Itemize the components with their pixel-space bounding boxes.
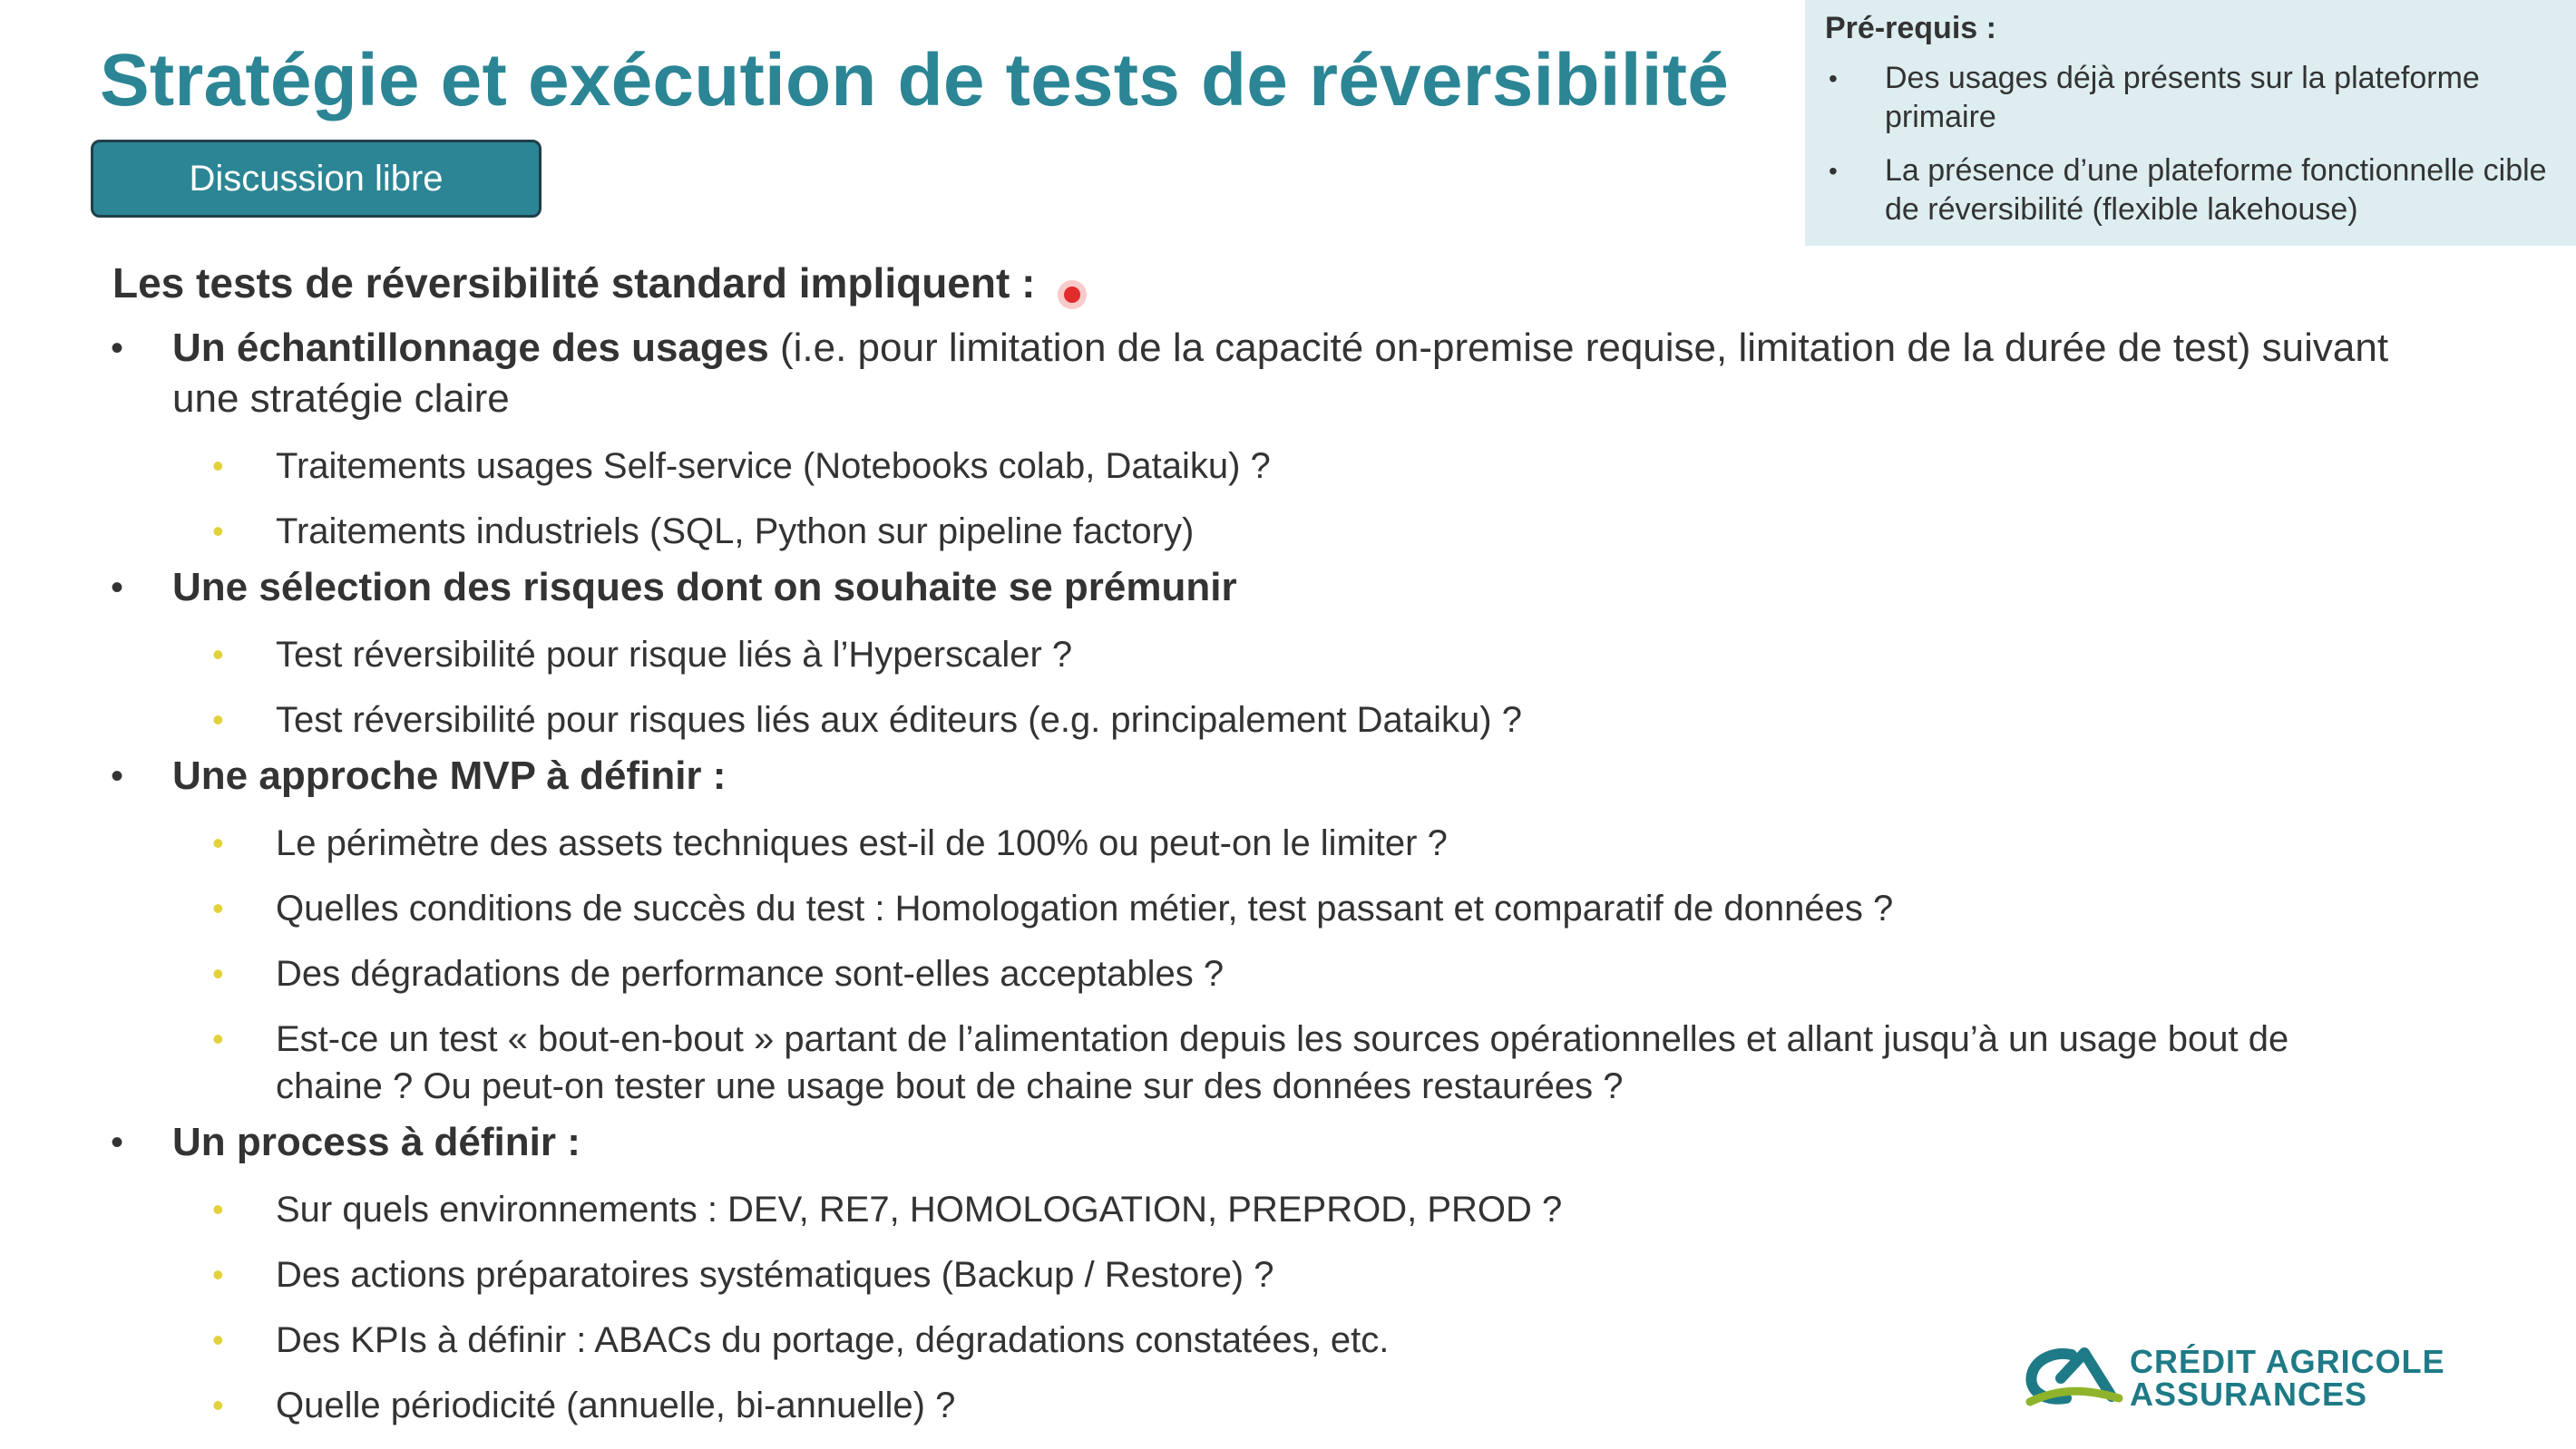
prerequisites-title: Pré-requis :: [1825, 11, 1996, 45]
list-item: [111, 442, 2396, 490]
list-item: [111, 1016, 2396, 1110]
pointer-cursor-icon: [1064, 287, 1080, 303]
section-heading: Une approche MVP à définir :: [172, 754, 727, 798]
prerequisite-item: [1825, 59, 2558, 137]
list-item: [111, 1186, 2396, 1233]
list-item-text: Quelles conditions de succès du test : Homologation métier, test passant et comparatif de données ?: [276, 889, 1894, 929]
list-item-text: Traitements usages Self-service (Notebooks colab, Dataiku) ?: [276, 446, 1271, 486]
bullet-icon: •: [212, 636, 224, 673]
bullet-icon: •: [111, 1123, 124, 1162]
prerequisite-text: La présence d’une plateforme fonctionnelle cible de réversibilité (flexible lakehouse): [1885, 153, 2547, 227]
credit-agricole-logo-icon: [2025, 1342, 2124, 1415]
bullet-icon: •: [111, 568, 124, 608]
bullet-icon: •: [212, 1020, 224, 1057]
bullet-icon: •: [212, 1386, 224, 1424]
list-item-text: Des actions préparatoires systématiques (Backup / Restore) ?: [276, 1255, 1274, 1295]
list-item-text: Des KPIs à définir : ABACs du portage, dégradations constatées, etc.: [276, 1320, 1390, 1360]
bullet-icon: •: [212, 1191, 224, 1228]
section-risks: [111, 562, 2396, 613]
section-heading: Une sélection des risques dont on souhaite se prémunir: [172, 565, 1237, 609]
intro-text: Les tests de réversibilité standard impliquent :: [112, 259, 1036, 306]
list-item: [111, 1251, 2396, 1298]
bullet-icon: •: [212, 701, 224, 738]
list-item: [111, 631, 2396, 678]
section-mvp: [111, 751, 2396, 802]
list-item-text: Sur quels environnements : DEV, RE7, HOMOLOGATION, PREPROD, PROD ?: [276, 1190, 1563, 1230]
list-item-text: Est-ce un test « bout-en-bout » partant de l’alimentation depuis les sources opérationnelles et allant jusqu’à un usage bout de chaine ? Ou peut-on tester une usage bout de chaine sur des données restaurées ?: [276, 1019, 2289, 1106]
section-process: [111, 1117, 2396, 1168]
prerequisite-item: [1825, 151, 2558, 229]
discussion-libre-button[interactable]: Discussion libre: [91, 140, 542, 218]
list-item: [111, 508, 2396, 555]
logo-line-2: ASSURANCES: [2130, 1376, 2368, 1413]
bullet-icon: •: [1829, 157, 1838, 185]
logo-text: [2130, 1343, 2445, 1413]
list-item: [111, 885, 2396, 932]
section-sampling: [111, 323, 2396, 424]
list-item-text: Quelle périodicité (annuelle, bi-annuelle) ?: [276, 1386, 956, 1425]
bullet-icon: •: [212, 1321, 224, 1358]
bullet-icon: •: [212, 955, 224, 992]
list-item: [111, 696, 2396, 744]
slide-title: Stratégie et exécution de tests de réversibilité: [100, 39, 1730, 122]
list-item-text: Le périmètre des assets techniques est-il de 100% ou peut-on le limiter ?: [276, 823, 1448, 863]
bullet-icon: •: [212, 824, 224, 861]
bullet-icon: •: [111, 328, 124, 368]
prerequisite-text: Des usages déjà présents sur la plateforme primaire: [1885, 61, 2480, 134]
bullet-icon: •: [212, 447, 224, 484]
main-content: [111, 252, 2396, 1429]
list-item-text: Test réversibilité pour risques liés aux éditeurs (e.g. principalement Dataiku) ?: [276, 700, 1522, 740]
bullet-icon: •: [212, 512, 224, 549]
bullet-icon: •: [1829, 64, 1838, 92]
list-item: [111, 820, 2396, 867]
credit-agricole-logo: [2025, 1342, 2460, 1415]
prerequisites-box: [1805, 0, 2576, 246]
list-item-text: Traitements industriels (SQL, Python sur pipeline factory): [276, 511, 1195, 551]
bullet-icon: •: [111, 756, 124, 796]
logo-line-1: CRÉDIT AGRICOLE: [2130, 1343, 2445, 1380]
list-item-text: Des dégradations de performance sont-elles acceptables ?: [276, 954, 1225, 994]
section-heading: Un process à définir :: [172, 1120, 581, 1164]
section-heading: Un échantillonnage des usages: [172, 326, 769, 370]
bullet-icon: •: [212, 890, 224, 927]
bullet-icon: •: [212, 1256, 224, 1293]
section-description: (i.e. pour limitation de la capacité on-premise requise, limitation de la durée de test) suivant une stratégie claire: [172, 326, 2389, 421]
list-item-text: Test réversibilité pour risque liés à l’Hyperscaler ?: [276, 635, 1073, 675]
list-item: [111, 950, 2396, 997]
intro-heading: [112, 252, 2396, 314]
